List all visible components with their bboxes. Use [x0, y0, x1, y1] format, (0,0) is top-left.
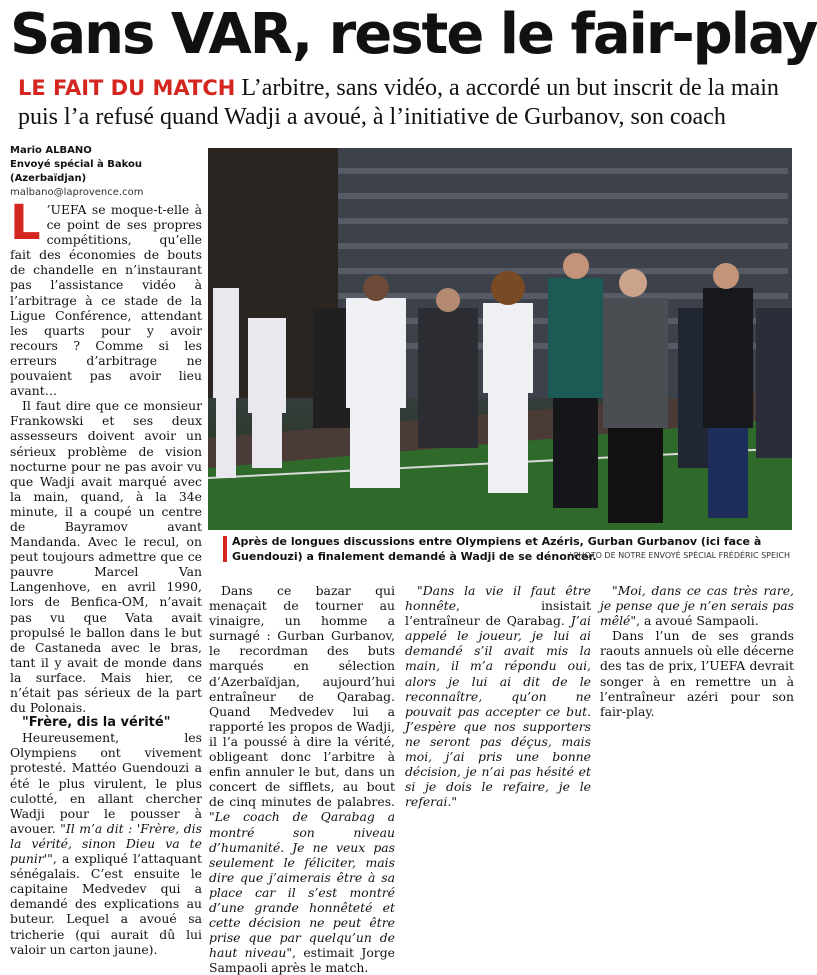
match-photo [208, 148, 792, 530]
paragraph-3-text-a: Heureusement, les Olympiens ont vivement protesté. Mattéo Guendouzi a été le plus virulent, le plus culotté, en allant chercher Wadji pour le pousser à avouer. [10, 730, 202, 836]
paragraph-5-quote-b: J’ai appelé le joueur, je lui ai demandé s’il avait mis la main, il m’a répondu oui, alors je lui ai dit de le reconnaître, qu’on ne pouvait pas accepter ce but. J’espère que nos supporters ne seront pas déçus, mais moi, j’ai pris une bonne décision, je n’ai pas hésité et si je dois le refaire, je le referai." [405, 613, 591, 810]
paragraph-4-text: Dans ce bazar qui menaçait de tourner au vinaigre, un homme a surnagé : Gurban Gurbanov, le recordman des buts marqués en sélection d’Azerbaïdjan, aujourd’hui entraîneur de Qarabag. Quand Medvedev lui a rapporté les propos de Wadji, il l’a poussé à dire la vérité, obligeant donc l’arbitre à enfin annuler le but, dans un concert de sifflets, au bout de cinq minutes de palabres. [209, 583, 395, 810]
caption-marker [223, 536, 227, 562]
paragraph-2: Il faut dire que ce monsieur Frankowski et ses deux assesseurs doivent avoir un sérieux problème de vision nocturne pour ne pas avoir vu que Wadji avait marqué avec la main, quand, à la 34e minute, il a coupé un centre de Bayramov avant Mandanda. Avec le recul, on peut toujours admettre que ce pauvre Marcel Van Langenhove, en avril 1990, lors de Benfica-OM, n’avait pas vu que Vata avait propulsé le ballon dans le but de Castaneda avec le bras, tant il y avait de monde dans la surface. Mais hier, ce n’était pas sérieux de la part du Polonais. [10, 398, 202, 716]
paragraph-5-text: , insistait l’entraîneur de Qarabag. [405, 598, 591, 629]
paragraph-3 [10, 730, 202, 956]
paragraph-1-text: ’UEFA se moque-t-elle à ce point de ses propres compétitions, qu’elle fait des économies de bouts de chandelle en n’instaurant pas l’assistance vidéo à l’arbitrage à ce stade de la Ligue Conférence, attendant les quarts pour y avoir recours ? Comme si les erreurs d’arbitrage ne pouvaient pas avoir lieu avant… [10, 202, 202, 399]
paragraph-4-text-b: , estimait Jorge Sampaoli après le match. [209, 945, 395, 975]
paragraph-6-text: , a avoué Sampaoli. [636, 613, 759, 629]
paragraph-3-quote: "Il m’a dit : 'Frère, dis la vérité, sinon Dieu va te punir'" [10, 820, 202, 867]
column-4 [600, 583, 794, 719]
photo-caption: Après de longues discussions entre Olympiens et Azéris, Gurban Gurbanov (ici face à Guendouzi) a finalement demandé à Wadji de se dénoncer. [232, 535, 762, 563]
column-3 [405, 583, 591, 809]
match-photo-illustration [208, 148, 792, 530]
byline [10, 144, 205, 200]
paragraph-1 [10, 195, 202, 399]
deck [18, 74, 798, 132]
paragraph-7: Dans l’un de ses grands raouts annuels où elle décerne des tas de prix, l’UEFA devrait songer à en remettre un à l’entraîneur azéri pour son fair-play. [600, 628, 794, 719]
author-name: Mario ALBANO [10, 145, 92, 156]
paragraph-3-text-b: , a expliqué l’attaquant sénégalais. C’est ensuite le capitaine Medvedev qui a demandé des explications au buteur. Lequel a avoué sa tricherie (qui aurait dû lui valoir un carton jaune). [10, 851, 202, 957]
deck-kicker: LE FAIT DU MATCH [18, 76, 236, 100]
column-1 [10, 195, 202, 957]
paragraph-6-quote: "Moi, dans ce cas très rare, je pense que je n’en serais pas mêlé" [600, 583, 794, 629]
headline: Sans VAR, reste le fair-play [10, 2, 817, 67]
paragraph-4-quote: "Le coach de Qarabag a montré son niveau d’humanité. Je ne veux pas seulement le féliciter, mais dire que j’aimerais être à sa place car il s’est montré d’une grande honnêteté et cette décision ne peut être prise que par quelqu’un de haut niveau" [209, 809, 395, 961]
column-2 [209, 583, 395, 975]
deck-text: L’arbitre, sans vidéo, a accordé un but inscrit de la main puis l’a refusé quand Wadji a avoué, à l’initiative de Gurbanov, son coach [18, 75, 779, 130]
dropcap: L [10, 195, 41, 251]
paragraph-5-quote-a: "Dans la vie il faut être honnête [405, 583, 591, 614]
paragraph-6 [600, 583, 794, 628]
author-role: Envoyé spécial à Bakou (Azerbaïdjan) [10, 159, 142, 184]
photo-credit: / PHOTO DE NOTRE ENVOYÉ SPÉCIAL FRÉDÉRIC SPEICH [568, 551, 790, 560]
paragraph-5 [405, 583, 591, 809]
author-email: malbano@laprovence.com [10, 187, 144, 198]
subhead: "Frère, dis la vérité" [22, 715, 171, 731]
paragraph-4 [209, 583, 395, 975]
